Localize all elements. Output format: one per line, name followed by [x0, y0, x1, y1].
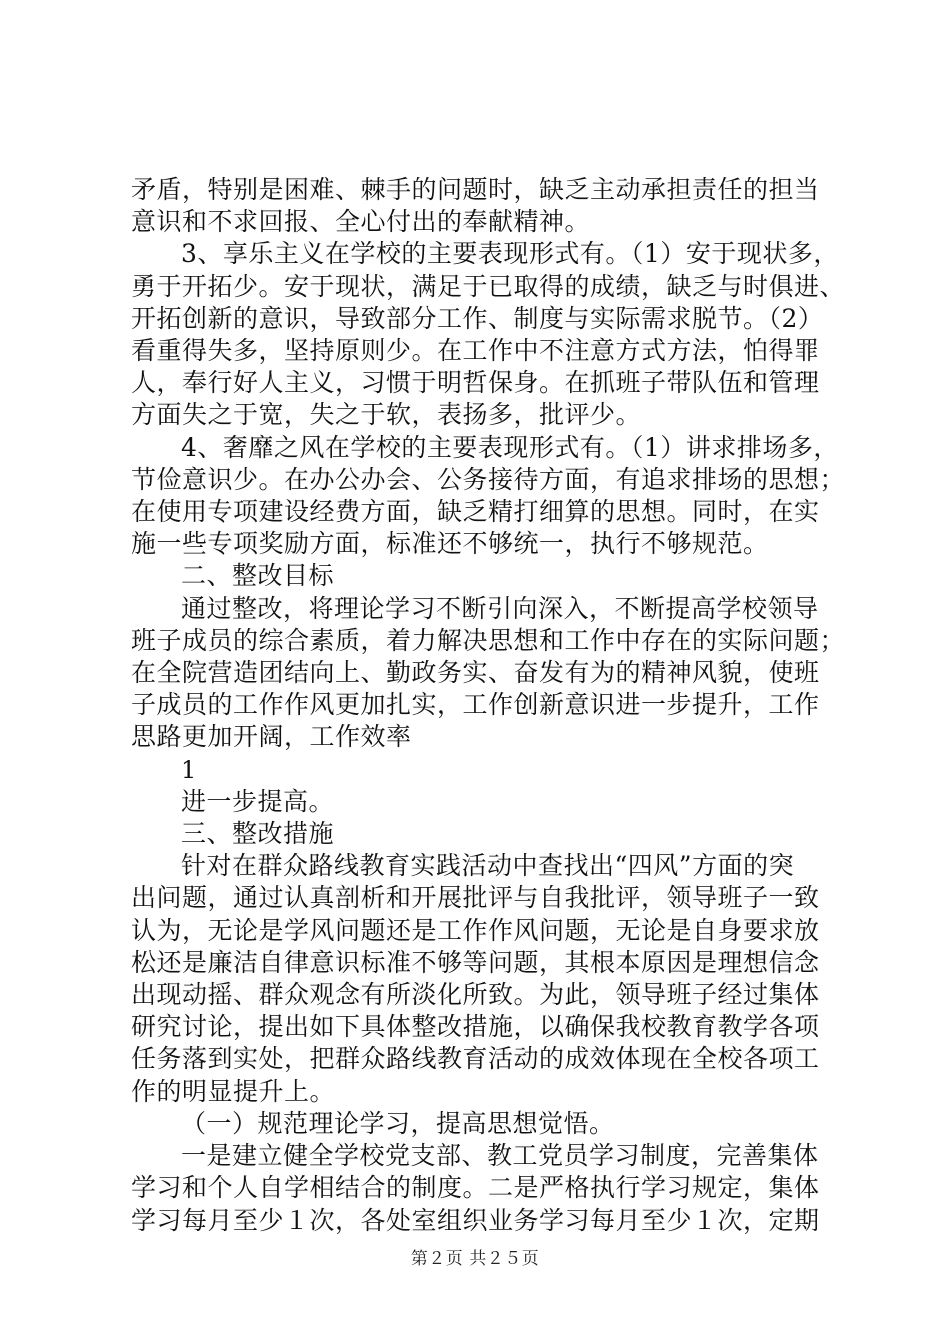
text-line: 班子成员的综合素质，着力解决思想和工作中存在的实际问题； [131, 625, 846, 655]
text-line: 一是建立健全学校党支部、教工党员学习制度，完善集体 [181, 1141, 819, 1171]
document-body [131, 174, 846, 1237]
text-line: 开拓创新的意识，导致部分工作、制度与实际需求脱节。（2） [131, 303, 824, 333]
text-line: 学习和个人自学相结合的制度。二是严格执行学习规定，集体 [131, 1173, 820, 1203]
text-line: 出现动摇、群众观念有所淡化所致。为此，领导班子经过集体 [131, 980, 820, 1010]
text-line: 勇于开拓少。安于现状，满足于已取得的成绩，缺乏与时俱进、 [131, 271, 846, 301]
text-line: 看重得失多，坚持原则少。在工作中不注意方式方法，怕得罪 [131, 336, 820, 366]
text-line: 在使用专项建设经费方面，缺乏精打细算的思想。同时，在实 [131, 497, 820, 527]
text-line: 认为，无论是学风问题还是工作作风问题，无论是自身要求放 [131, 915, 820, 945]
text-line: 在全院营造团结向上、勤政务实、奋发有为的精神风貌，使班 [131, 658, 820, 688]
text-line: 进一步提高。 [181, 786, 335, 816]
text-line: 3、享乐主义在学校的主要表现形式有。（1）安于现状多， [181, 239, 839, 269]
text-line: 针对在群众路线教育实践活动中查找出“四风”方面的突 [181, 851, 795, 881]
text-line: 4、奢靡之风在学校的主要表现形式有。（1）讲求排场多， [181, 432, 839, 462]
text-line: 矛盾，特别是困难、棘手的问题时，缺乏主动承担责任的担当 [131, 175, 820, 204]
section-heading: 三、整改措施 [181, 819, 335, 849]
text-line: 方面失之于宽，失之于软，表扬多，批评少。 [131, 400, 642, 430]
text-line: 思路更加开阔，工作效率 [131, 722, 412, 752]
subsection-heading: （一）规范理论学习，提高思想觉悟。 [181, 1108, 615, 1138]
text-line: 施一些专项奖励方面，标准还不够统一，执行不够规范。 [131, 529, 769, 559]
text-line: 学习每月至少１次，各处室组织业务学习每月至少１次，定期 [131, 1205, 820, 1235]
text-line: 作的明显提升上。 [131, 1076, 336, 1106]
text-line: 节俭意识少。在办公办会、公务接待方面，有追求排场的思想； [131, 464, 846, 494]
text-line: 任务落到实处，把群众路线教育活动的成效体现在全校各项工 [131, 1044, 820, 1074]
page-footer: 第２页 共２５页 [410, 1249, 540, 1269]
text-line: 松还是廉洁自律意识标准不够等问题，其根本原因是理想信念 [131, 947, 820, 977]
text-line: 意识和不求回报、全心付出的奉献精神。 [131, 207, 591, 237]
section-heading: 二、整改目标 [181, 561, 335, 591]
text-line: 研究讨论，提出如下具体整改措施，以确保我校教育教学各项 [131, 1012, 820, 1042]
text-line: 出问题，通过认真剖析和开展批评与自我批评，领导班子一致 [131, 883, 820, 913]
text-line: 子成员的工作作风更加扎实，工作创新意识进一步提升，工作 [131, 690, 820, 720]
text-line: 人，奉行好人主义，习惯于明哲保身。在抓班子带队伍和管理 [131, 368, 820, 398]
inline-page-number: 1 [181, 755, 197, 784]
text-line: 通过整改，将理论学习不断引向深入，不断提高学校领导 [181, 593, 819, 623]
